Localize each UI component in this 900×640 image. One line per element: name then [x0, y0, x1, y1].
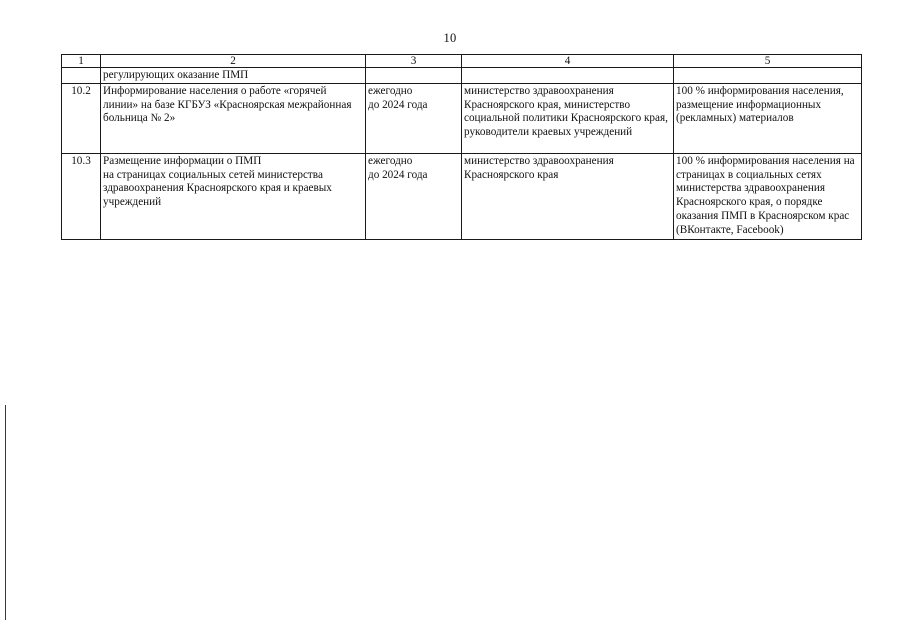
- column-header-3: 3: [366, 55, 462, 68]
- cell-activity: [101, 153, 366, 239]
- cell-term: [366, 68, 462, 84]
- term-line: до 2024 года: [368, 98, 428, 111]
- column-header-2: 2: [101, 55, 366, 68]
- table-header-row: [62, 55, 862, 68]
- cell-term: [366, 153, 462, 239]
- term-line: ежегодно: [368, 154, 413, 167]
- activity-line: на страницах социальных сетей министерства здравоохранения Красноярского края и краевых учреждений: [103, 168, 332, 209]
- measures-table: [61, 54, 862, 240]
- term-line: до 2024 года: [368, 168, 428, 181]
- cell-executor: министерство здравоохранения Красноярского края: [462, 153, 674, 239]
- cell-executor: [462, 68, 674, 84]
- cell-number: [62, 68, 101, 84]
- cell-activity: регулирующих оказание ПМП: [101, 68, 366, 84]
- cell-executor: министерство здравоохранения Красноярского края, министерство социальной политики Красноярского края, руководители краевых учреждений: [462, 83, 674, 153]
- column-header-1: 1: [62, 55, 101, 68]
- table-row: [62, 83, 862, 153]
- activity-line: Размещение информации о ПМП: [103, 154, 262, 167]
- cell-number: 10.2: [62, 83, 101, 153]
- table-row-continuation: [62, 68, 862, 84]
- table-row: [62, 153, 862, 239]
- term-line: ежегодно: [368, 84, 413, 97]
- cell-term: [366, 83, 462, 153]
- column-header-4: 4: [462, 55, 674, 68]
- page-number: 10: [443, 31, 457, 45]
- cell-result: 100 % информирования населения на страницах в социальных сетях министерства здравоохранения Красноярского края, о порядке оказания ПМП в Красноярском крас (ВКонтакте, Facebook): [674, 153, 862, 239]
- column-header-5: 5: [674, 55, 862, 68]
- cell-number: 10.3: [62, 153, 101, 239]
- binding-margin-line: [5, 405, 6, 620]
- cell-result: 100 % информирования населения, размещение информационных (рекламных) материалов: [674, 83, 862, 153]
- cell-activity: Информирование населения о работе «горячей линии» на базе КГБУЗ «Красноярская межрайонная больница № 2»: [101, 83, 366, 153]
- cell-result: [674, 68, 862, 84]
